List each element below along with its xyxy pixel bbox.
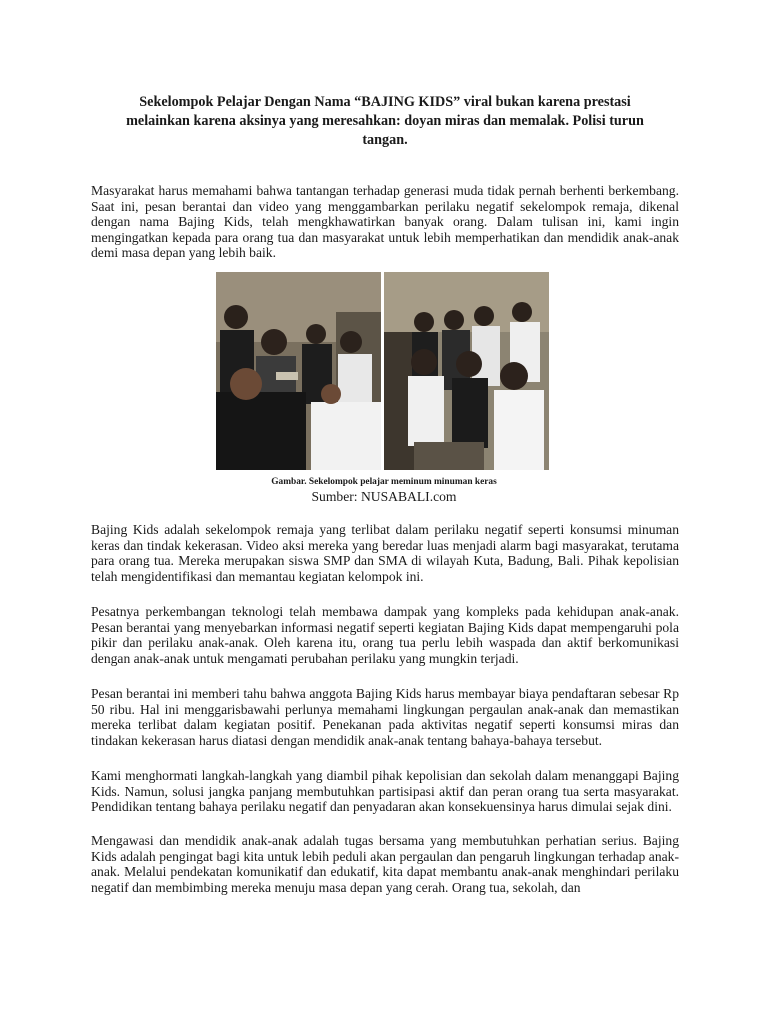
paragraph-bajing-kids: Bajing Kids adalah sekelompok remaja yang terlibat dalam perilaku negatif seperti konsumsi minuman keras dan tindak kekerasan. Video aksi mereka yang beredar luas menjadi alarm bagi masyarakat, terutama para orang tua. Mereka merupakan siswa SMP dan SMA di wilayah Kuta, Badung, Bali. Pihak kepolisian telah mengidentifikasi dan memantau kegiatan kelompok ini. <box>91 522 679 584</box>
paragraph-registration-fee: Pesan berantai ini memberi tahu bahwa anggota Bajing Kids harus membayar biaya pendaftaran sebesar Rp 50 ribu. Hal ini menggarisbawahi perlunya memahami lingkungan pergaulan anak-anak dan memastikan mereka terlibat dalam kegiatan positif. Penekanan pada aktivitas negatif seperti konsumsi miras dan tindakan kekerasan harus diatasi dengan mendidik anak-anak tentang bahaya-bahaya tersebut. <box>91 686 679 748</box>
figure-caption: Gambar. Sekelompok pelajar meminum minuman keras <box>271 477 497 487</box>
article-title: Sekelompok Pelajar Dengan Nama “BAJING KIDS” viral bukan karena prestasi melainkan karena aksinya yang meresahkan: doyan miras dan memalak. Polisi turun tangan. <box>126 94 644 148</box>
paragraph-intro: Masyarakat harus memahami bahwa tantangan terhadap generasi muda tidak pernah berhenti berkembang. Saat ini, pesan berantai dan video yang menggambarkan perilaku negatif sekelompok remaja, dikenal dengan nama Bajing Kids, telah mengkhawatirkan banyak orang. Dalam tulisan ini, kami ingin mengingatkan kepada para orang tua dan masyarakat untuk lebih memperhatikan dan mendidik anak-anak demi masa depan yang lebih baik. <box>91 183 679 261</box>
paragraph-technology: Pesatnya perkembangan teknologi telah membawa dampak yang kompleks pada kehidupan anak-anak. Pesan berantai yang menyebarkan informasi negatif seperti kegiatan Bajing Kids dapat mempengaruhi pola pikir dan perilaku anak-anak. Oleh karena itu, orang tua perlu lebih waspada dan aktif berkomunikasi dengan anak-anak untuk mengamati perubahan perilaku yang mungkin terjadi. <box>91 604 679 666</box>
news-photo-right <box>384 272 549 470</box>
paragraph-supervision: Mengawasi dan mendidik anak-anak adalah tugas bersama yang membutuhkan perhatian serius. Bajing Kids adalah pengingat bagi kita untuk lebih peduli akan pergaulan dan pengaruh lingkungan terhadap anak-anak. Melalui pendekatan komunikatif dan edukatif, kita dapat membantu anak-anak menghindari perilaku negatif dan membimbing mereka menuju masa depan yang cerah. Orang tua, sekolah, dan <box>91 833 679 895</box>
figure-source: Sumber: NUSABALI.com <box>311 489 457 504</box>
news-photo-left <box>216 272 381 470</box>
paragraph-police-school: Kami menghormati langkah-langkah yang diambil pihak kepolisian dan sekolah dalam menanggapi Bajing Kids. Namun, solusi jangka panjang membutuhkan partisipasi aktif dan peran orang tua serta masyarakat. Pendidikan tentang bahaya perilaku negatif dan penyadaran akan konsekuensinya harus dimulai sejak dini. <box>91 768 679 815</box>
